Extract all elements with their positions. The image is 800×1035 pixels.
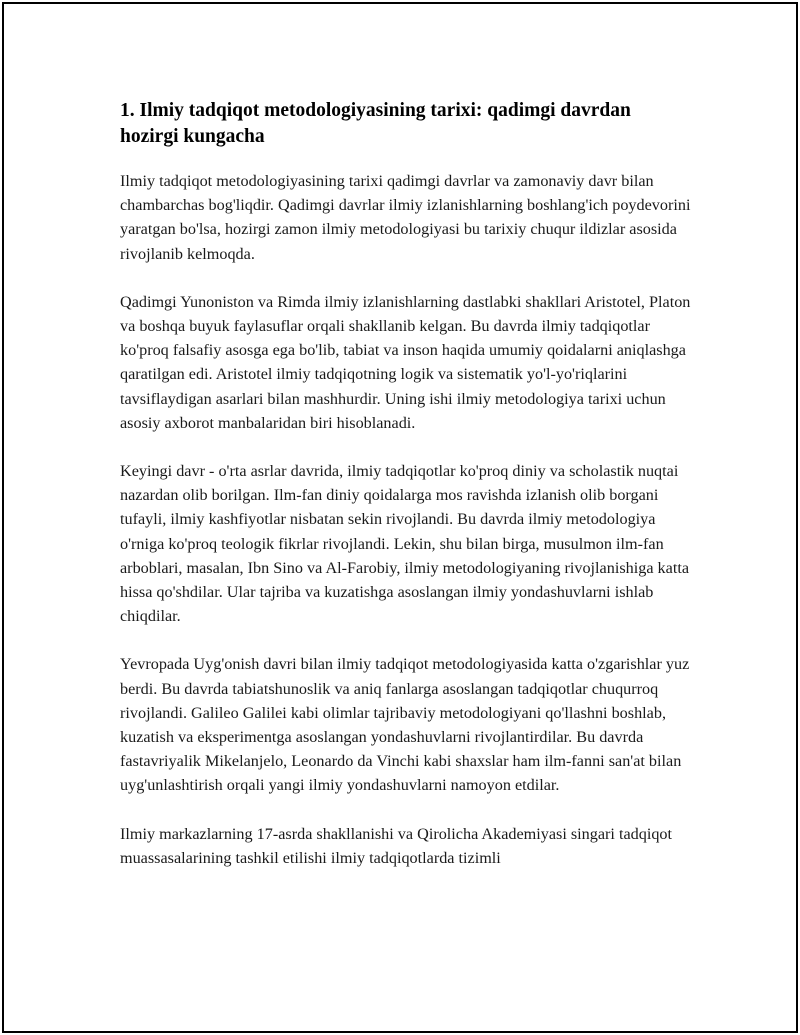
paragraph-5: Ilmiy markazlarning 17-asrda shakllanishi va Qirolicha Akademiyasi singari tadqiqot muassasalarining tashkil etilishi ilmiy tadqiqotlarda tizimli [120,824,673,867]
paragraph-1: Ilmiy tadqiqot metodologiyasining tarixi qadimgi davrlar va zamonaviy davr bilan chambarchas bog'liqdir. Qadimgi davrlar ilmiy izlanishlarning boshlang'ich poydevorini yaratgan bo'lsa, hozirgi zamon ilmiy metodologiyasi bu tarixiy chuqur ildizlar asosida rivojlanib kelmoqda. [120,172,691,263]
paragraph-3: Keyingi davr - o'rta asrlar davrida, ilmiy tadqiqotlar ko'proq diniy va scholastik nuqtai nazardan olib borilgan. Ilm-fan diniy qoidalarga mos ravishda izlanish olib borgani tufayli, ilmiy kashfiyotlar nisbatan sekin rivojlandi. Bu davrda ilmiy metodologiya o'rniga ko'proq teologik fikrlar rivojlandi. Lekin, shu bilan birga, musulmon ilm-fan arboblari, masalan, Ibn Sino va Al-Farobiy, ilmiy metodologiyaning rivojlanishiga katta hissa qo'shdilar. Ular tajriba va kuzatishga asoslangan ilmiy yondashuvlarni ishlab chiqdilar. [120,462,690,626]
paragraph-2: Qadimgi Yunoniston va Rimda ilmiy izlanishlarning dastlabki shakllari Aristotel, Platon va boshqa buyuk faylasuflar orqali shakllanib kelgan. Bu davrda ilmiy tadqiqotlar ko'proq falsafiy asosga ega bo'lib, tabiat va inson haqida umumiy qoidalarni aniqlashga qaratilgan edi. Aristotel ilmiy tadqiqotning logik va sistematik yo'l-yo'riqlarini tavsiflaydigan asarlari bilan mashhurdir. Uning ishi ilmiy metodologiya tarixi uchun asosiy axborot manbalaridan biri hisoblanadi. [120,292,691,432]
paragraph-4: Yevropada Uyg'onish davri bilan ilmiy tadqiqot metodologiyasida katta o'zgarishlar yuz berdi. Bu davrda tabiatshunoslik va aniq fanlarga asoslangan tadqiqotlar chuqurroq rivojlandi. Galileo Galilei kabi olimlar tajribaviy metodologiyani qo'llashni boshlab, kuzatish va eksperimentga asoslangan yondashuvlarni rivojlantirdilar. Bu davrda fastavriyalik Mikelanjelo, Leonardo da Vinchi kabi shaxslar ham ilm-fanni san'at bilan uyg'unlashtirish orqali yangi ilmiy yondashuvlarni namoyon etdilar. [120,655,690,795]
document-title: 1. Ilmiy tadqiqot metodologiyasining tarixi: qadimgi davrdan hozirgi kungacha [120,100,631,147]
document-body [120,98,692,894]
page-frame [2,2,798,1033]
